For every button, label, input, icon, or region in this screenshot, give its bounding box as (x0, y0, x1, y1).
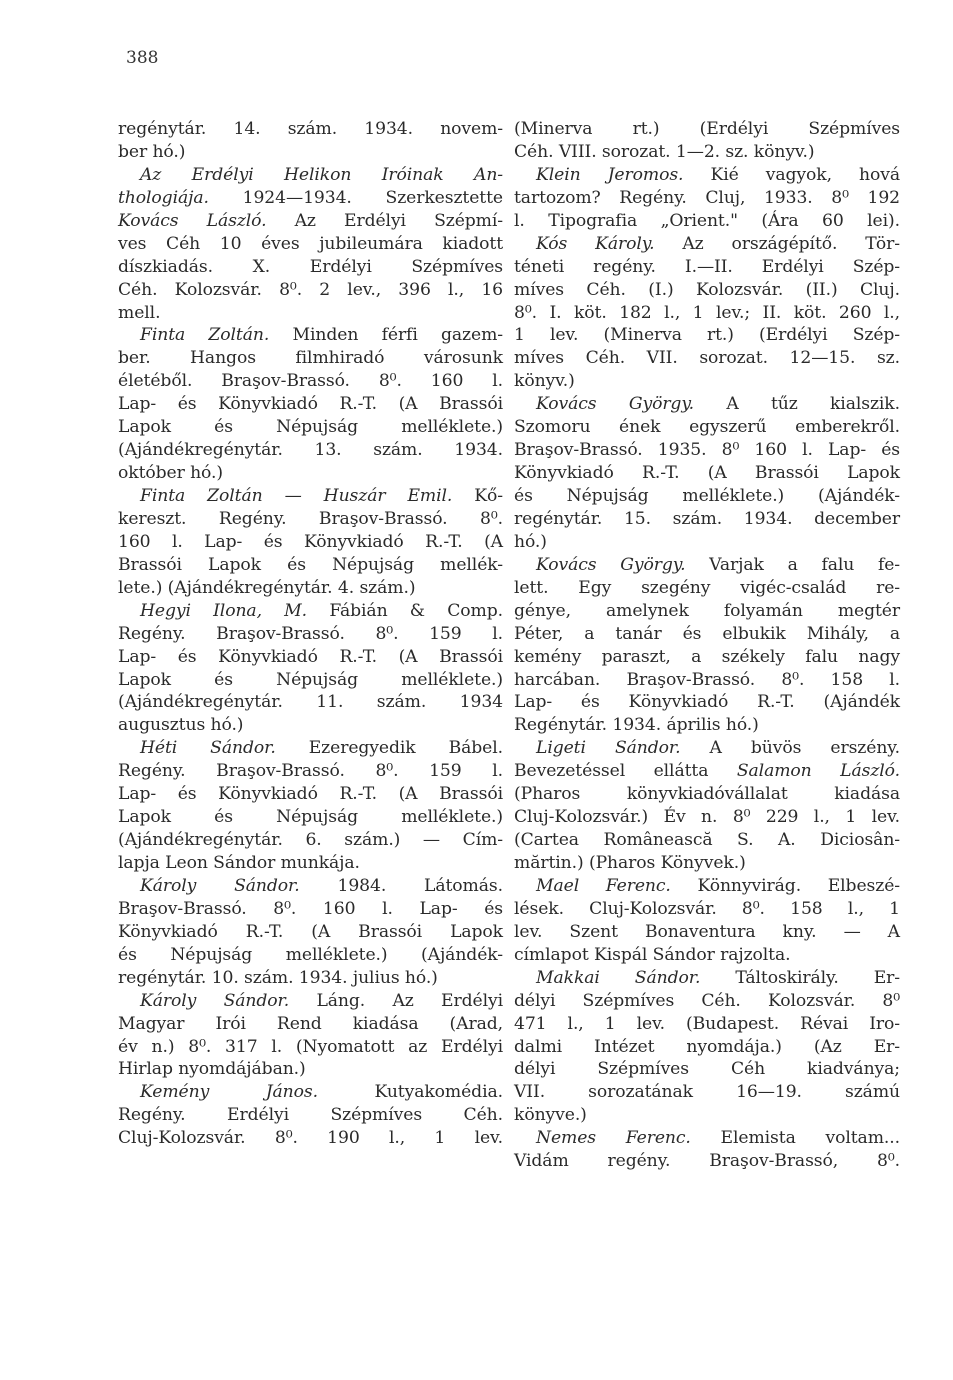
text-line (514, 623, 900, 646)
text-line (514, 1036, 900, 1059)
entry-text: Péter, a tanár és elbukik Mihály, a (514, 623, 900, 644)
text-line (514, 1150, 900, 1173)
text-line (118, 279, 503, 302)
entry-text: Varjak a falu fe- (685, 554, 900, 575)
entry-text: Kő- (452, 486, 504, 506)
text-line (514, 531, 900, 554)
text-line (514, 737, 900, 760)
text-line (118, 233, 503, 256)
text-line (514, 393, 900, 416)
text-line (118, 416, 503, 439)
author-name: Kovács György. (536, 394, 695, 415)
text-line (514, 416, 900, 439)
entry-text: Regény. Braşov-Brassó. 8⁰. 159 l. (118, 761, 503, 782)
text-line (514, 141, 900, 164)
author-name: Mael Ferenc. (536, 875, 671, 896)
entry-text: Táltoskirály. Er- (700, 967, 900, 988)
entry-text: l. Tipografia „Orient." (Ára 60 lei). (514, 210, 900, 231)
entry-text: Cluj-Kolozsvár.) Év n. 8⁰ 229 l., 1 lev. (514, 807, 900, 828)
text-line (514, 439, 900, 462)
text-line (514, 783, 900, 806)
entry-text: október hó.) (118, 463, 223, 484)
entry-text: Lap- és Könyvkiadó R.-T. (Ajándék (514, 692, 900, 713)
text-line (514, 990, 900, 1013)
entry-text: Hirlap nyomdájában.) (118, 1059, 306, 1080)
page-number: 388 (126, 48, 159, 68)
entry-text: génye, amelynek folyamán megtér (514, 600, 900, 621)
entry-text: Könyvkiadó R.-T. (A Brassói Lapok (514, 463, 900, 484)
text-line (118, 302, 503, 325)
entry-text: és Népujság melléklete.) (Ajándék- (514, 486, 900, 506)
entry-text: 1 lev. (Minerva rt.) (Erdélyi Szép- (514, 325, 900, 346)
text-line (118, 967, 503, 990)
editor-name: Salamon László. (736, 761, 900, 782)
text-line (118, 324, 503, 347)
entry-text: Kié vagyok, hová (683, 164, 900, 185)
author-name: Hegyi Ilona, M. (140, 600, 308, 621)
entry-text: Szomoru ének egyszerű emberekről. (514, 417, 900, 438)
text-line (118, 646, 503, 669)
text-line (514, 875, 900, 898)
text-line (514, 347, 900, 370)
entry-text: Céh. Kolozsvár. 8⁰. 2 lev., 396 l., 16 (118, 279, 503, 300)
entry-text: Könnyvirág. Elbeszé- (670, 875, 900, 896)
text-line (118, 875, 503, 898)
author-name: Klein Jeromos. (536, 164, 684, 185)
entry-text: (Ajándékregénytár. 11. szám. 1934 (118, 692, 503, 713)
text-line (118, 783, 503, 806)
entry-text: Kutyakomédia. (317, 1082, 503, 1103)
text-line (514, 760, 900, 783)
entry-text: lev. Szent Bonaventura kny. — A (514, 921, 900, 942)
text-line (514, 806, 900, 829)
entry-text: Regény. Braşov-Brassó. 8⁰. 159 l. (118, 623, 503, 644)
entry-text: hó.) (514, 531, 547, 552)
right-column (514, 118, 900, 1173)
entry-text: Lapok és Népujság melléklete.) (118, 669, 503, 690)
entry-text: Vidám regény. Braşov-Brassó, 8⁰. (514, 1151, 900, 1172)
text-line (514, 462, 900, 485)
entry-text: kemény paraszt, a székely falu nagy (514, 646, 900, 667)
entry-text: harcában. Braşov-Brassó. 8⁰. 158 l. (514, 669, 900, 690)
author-name: thologiája. (118, 187, 209, 208)
text-line (514, 370, 900, 393)
text-line (118, 669, 503, 692)
entry-text: délyi Szépmíves Céh kiadványa; (514, 1059, 900, 1080)
text-line (118, 577, 503, 600)
entry-text: Lap- és Könyvkiadó R.-T. (A Brassói (118, 646, 503, 667)
author-name: Kós Károly. (536, 233, 655, 254)
text-line (118, 210, 503, 233)
text-line (514, 691, 900, 714)
text-line (118, 164, 503, 187)
entry-text: Az országépítő. Tör- (654, 233, 900, 254)
author-name: Finta Zoltán. (140, 325, 270, 346)
text-line (118, 600, 503, 623)
text-line (514, 485, 900, 508)
entry-text: míves Céh. (I.) Kolozsvár. (II.) Cluj. (514, 279, 900, 300)
text-line (514, 967, 900, 990)
entry-text: mell. (118, 302, 161, 323)
entry-text: Lapok és Népujság melléklete.) (118, 807, 503, 828)
text-line (514, 233, 900, 256)
entry-text: Láng. Az Erdélyi (289, 990, 504, 1011)
text-line (514, 508, 900, 531)
entry-text: Elemista voltam... (690, 1128, 900, 1149)
entry-text: regénytár. 15. szám. 1934. december (514, 508, 900, 529)
text-line (514, 852, 900, 875)
text-line (118, 141, 503, 164)
text-line (514, 898, 900, 921)
text-line (118, 806, 503, 829)
text-line (118, 623, 503, 646)
author-name: Károly Sándor. (140, 875, 300, 896)
text-line (514, 1058, 900, 1081)
text-line (514, 646, 900, 669)
entry-text: augusztus hó.) (118, 715, 244, 736)
entry-text: Bevezetéssel ellátta (514, 761, 737, 782)
text-line (118, 256, 503, 279)
text-line (118, 1013, 503, 1036)
text-line (514, 118, 900, 141)
text-line (118, 393, 503, 416)
text-line (118, 829, 503, 852)
text-line (514, 302, 900, 325)
entry-text: VII. sorozatának 16—19. számú (514, 1082, 900, 1103)
entry-text: regénytár. 14. szám. 1934. novem- (118, 119, 503, 139)
text-line (118, 921, 503, 944)
entry-text: téneti regény. I.—II. Erdélyi Szép- (514, 256, 900, 277)
entry-text: Lapok és Népujság melléklete.) (118, 417, 503, 438)
text-line (514, 1104, 900, 1127)
entry-text: Könyvkiadó R.-T. (A Brassói Lapok (118, 921, 503, 942)
text-line (118, 347, 503, 370)
text-line (118, 737, 503, 760)
text-line (118, 1058, 503, 1081)
author-name: Ligeti Sándor. (536, 738, 681, 759)
text-line (118, 944, 503, 967)
text-line (514, 554, 900, 577)
entry-text: dalmi Intézet nyomdája.) (Az Er- (514, 1036, 900, 1057)
entry-text: 1984. Látomás. (299, 875, 503, 896)
entry-text: és Népujság melléklete.) (Ajándék- (118, 944, 503, 965)
author-name: Kovács György. (536, 554, 686, 575)
entry-text: regénytár. 10. szám. 1934. julius hó.) (118, 967, 438, 988)
entry-text: Lap- és Könyvkiadó R.-T. (A Brassói (118, 784, 503, 805)
entry-text: Az Erdélyi Szépmí- (266, 210, 503, 231)
text-line (514, 669, 900, 692)
text-line (118, 760, 503, 783)
text-line (118, 1104, 503, 1127)
author-name: Nemes Ferenc. (536, 1128, 691, 1149)
text-line (514, 829, 900, 852)
text-line (514, 279, 900, 302)
text-line (514, 921, 900, 944)
entry-text: kereszt. Regény. Braşov-Brassó. 8⁰. (118, 508, 503, 529)
entry-text: A büvös erszény. (680, 738, 900, 759)
text-line (118, 691, 503, 714)
text-line (118, 1036, 503, 1059)
text-line (514, 1127, 900, 1150)
entry-text: Ezeregyedik Bábel. (275, 738, 504, 759)
left-column (118, 118, 503, 1150)
entry-text: Braşov-Brassó. 1935. 8⁰ 160 l. Lap- és (514, 440, 900, 461)
entry-text: életéből. Braşov-Brassó. 8⁰. 160 l. (118, 371, 503, 392)
text-line (118, 898, 503, 921)
text-line (118, 1081, 503, 1104)
author-name: Kovács László. (118, 210, 267, 231)
text-line (118, 485, 503, 508)
entry-text: lett. Egy szegény vigéc-család re- (514, 577, 900, 598)
entry-text: könyv.) (514, 371, 575, 392)
author-name: Finta Zoltán — Huszár Emil. (140, 486, 453, 506)
entry-text: címlapot Kispál Sándor rajzolta. (514, 944, 791, 965)
text-line (514, 164, 900, 187)
text-line (514, 600, 900, 623)
entry-text: lete.) (Ajándékregénytár. 4. szám.) (118, 577, 416, 598)
entry-text: Brassói Lapok és Népujság mellék- (118, 554, 503, 575)
entry-text: Fábián & Comp. (307, 600, 503, 621)
text-line (118, 531, 503, 554)
author-name: Az Erdélyi Helikon Iróinak An- (140, 164, 503, 185)
author-name: Károly Sándor. (140, 990, 290, 1011)
entry-text: míves Céh. VII. sorozat. 12—15. sz. (514, 348, 900, 369)
entry-text: 1924—1934. Szerkesztette (208, 187, 503, 208)
text-line (514, 187, 900, 210)
entry-text: ber. Hangos filmhiradó városunk (118, 348, 503, 369)
text-line (118, 1127, 503, 1150)
entry-text: A tűz kialszik. (694, 394, 900, 415)
text-line (118, 462, 503, 485)
entry-text: (Cartea Românească S. A. Diciosân- (514, 830, 900, 851)
entry-text: Magyar Irói Rend kiadása (Arad, (118, 1013, 503, 1034)
text-line (118, 508, 503, 531)
entry-text: ves Céh 10 éves jubileumára kiadott (118, 233, 503, 254)
entry-text: Cluj-Kolozsvár. 8⁰. 190 l., 1 lev. (118, 1128, 503, 1149)
entry-text: Lap- és Könyvkiadó R.-T. (A Brassói (118, 394, 503, 415)
text-line (514, 324, 900, 347)
entry-text: 471 l., 1 lev. (Budapest. Révai Iro- (514, 1013, 900, 1034)
entry-text: lapja Leon Sándor munkája. (118, 853, 360, 873)
text-line (514, 577, 900, 600)
entry-text: könyve.) (514, 1105, 587, 1126)
entry-text: Braşov-Brassó. 8⁰. 160 l. Lap- és (118, 898, 503, 919)
entry-text: délyi Szépmíves Céh. Kolozsvár. 8⁰ (514, 990, 900, 1011)
text-line (118, 439, 503, 462)
text-line (118, 852, 503, 875)
entry-text: (Ajándékregénytár. 6. szám.) — Cím- (118, 830, 503, 851)
text-line (118, 370, 503, 393)
entry-text: 8⁰. I. köt. 182 l., 1 lev.; II. köt. 260 l., (514, 302, 900, 323)
text-line (514, 256, 900, 279)
text-line (514, 714, 900, 737)
entry-text: (Pharos könyvkiadóvállalat kiadása (514, 784, 900, 805)
entry-text: Regény. Erdélyi Szépmíves Céh. (118, 1105, 503, 1126)
text-line (118, 990, 503, 1013)
author-name: Kemény János. (140, 1082, 318, 1103)
entry-text: Regénytár. 1934. április hó.) (514, 715, 759, 736)
text-line (514, 944, 900, 967)
entry-text: Minden férfi gazem- (269, 325, 503, 346)
text-line (514, 1013, 900, 1036)
entry-text: (Ajándékregénytár. 13. szám. 1934. (118, 440, 503, 461)
author-name: Makkai Sándor. (536, 967, 701, 988)
entry-text: év n.) 8⁰. 317 l. (Nyomatott az Erdélyi (118, 1036, 503, 1057)
text-line (118, 118, 503, 141)
entry-text: ber hó.) (118, 141, 186, 162)
text-line (118, 187, 503, 210)
entry-text: Céh. VIII. sorozat. 1—2. sz. könyv.) (514, 141, 815, 162)
entry-text: tartozom? Regény. Cluj, 1933. 8⁰ 192 (514, 187, 900, 208)
entry-text: lések. Cluj-Kolozsvár. 8⁰. 158 l., 1 (514, 898, 900, 919)
entry-text: díszkiadás. X. Erdélyi Szépmíves (118, 256, 503, 277)
entry-text: mărtin.) (Pharos Könyvek.) (514, 853, 746, 873)
text-line (514, 210, 900, 233)
text-line (514, 1081, 900, 1104)
author-name: Héti Sándor. (140, 738, 276, 759)
text-line (118, 554, 503, 577)
entry-text: (Minerva rt.) (Erdélyi Szépmíves (514, 119, 900, 139)
text-line (118, 714, 503, 737)
entry-text: 160 l. Lap- és Könyvkiadó R.-T. (A (118, 531, 503, 552)
